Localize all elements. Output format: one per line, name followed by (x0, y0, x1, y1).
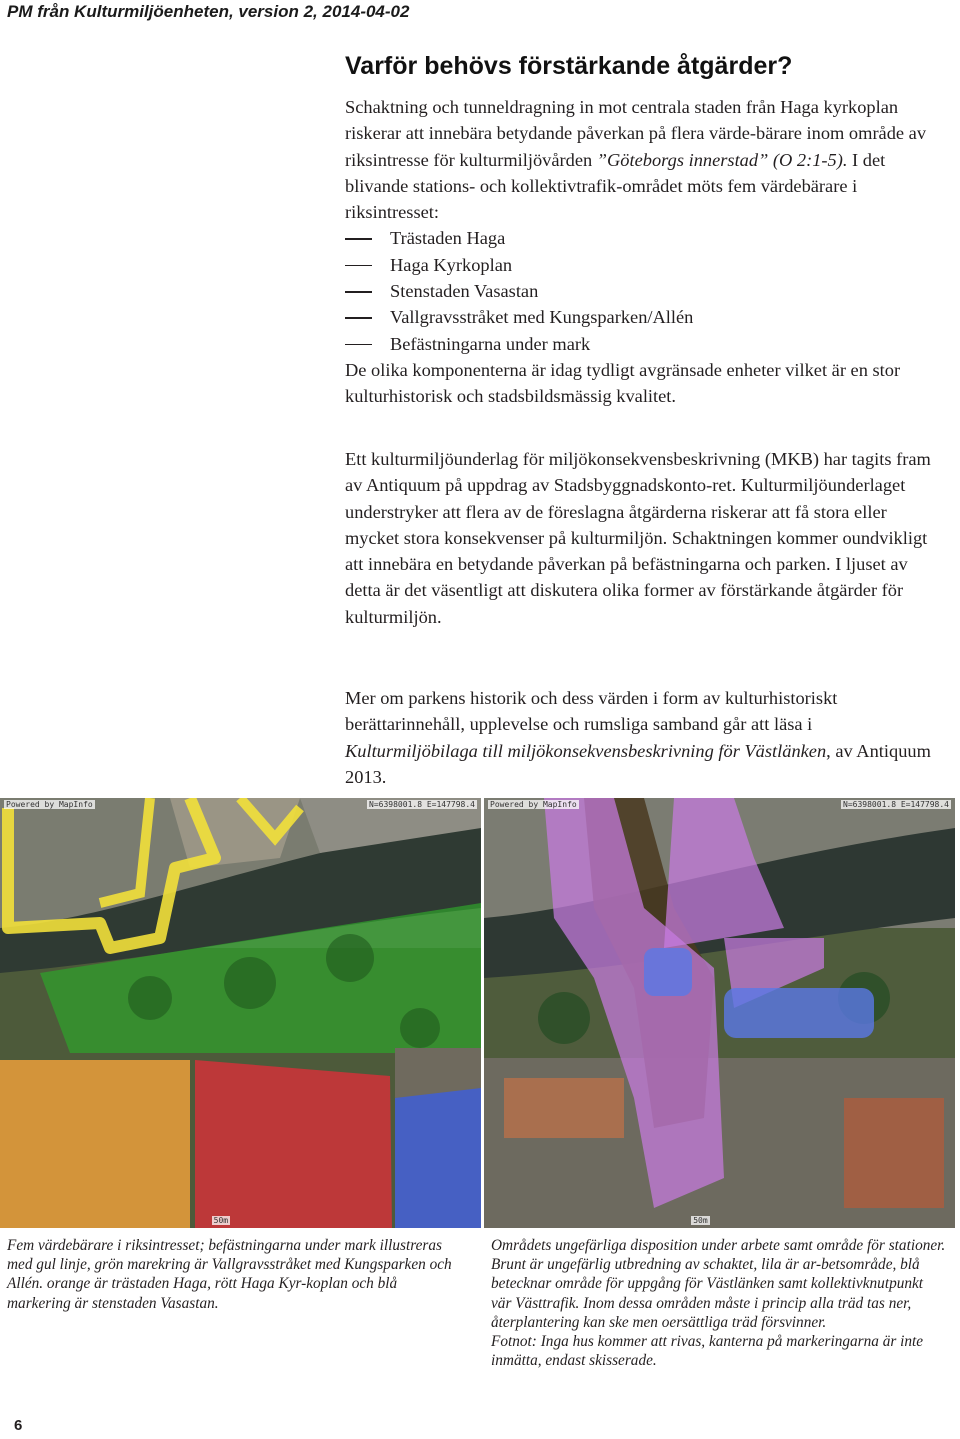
more-info-end: , av Antiquum 2013. (345, 740, 931, 787)
more-info-text: Mer om parkens historik och dess värden i form av kulturhistoriskt berättarinnehåll, upplevelse och rumsliga samband går att läsa i (345, 688, 838, 735)
aerial-map-value-carriers (0, 798, 481, 1228)
map-coordinates: N=6398001.8 E=147798.4 (843, 800, 949, 809)
intro-text: Schaktning och tunneldragning in mot centrala staden från Haga kyrkoplan riskerar att innebära betydande påverkan på flera värde-bärare inom område av riksintresse för kulturmiljövården (345, 97, 927, 170)
map-illustration (0, 798, 481, 1228)
map-provider-label: Powered by MapInfo (490, 800, 577, 809)
right-caption-footnote: Fotnot: Inga hus kommer att rivas, kanterna på markeringarna är inte inmätta, endast skisserade. (491, 1333, 924, 1370)
mkb-paragraph: Ett kulturmiljöunderlag för miljökonsekvensbeskrivning (MKB) har tagits fram av Antiquum på uppdrag av Stadsbyggnadskonto-ret. Kulturmiljöunderlaget understryker att flera av de föreslagna åtgärderna riskerar att få stora eller mycket stora konsekvenser på kulturmiljön. Schaktningen kommer oundvikligt att innebära en betydande påverkan på befästningarna och parken. I ljuset av detta är det väsentligt att diskutera olika former av förstärkande åtgärder för kulturmiljön. (345, 449, 931, 627)
list-item: Befästningarna under mark (345, 331, 935, 357)
list-item: Haga Kyrkoplan (345, 252, 935, 278)
right-caption-main: Områdets ungefärliga disposition under arbete samt område för stationer. Brunt är ungefärlig utbredning av schaktet, lila är ar-betsområde, blå betecknar område för uppgång för Västlänken samt kollektivknutpunkt vär Västtrafik. Inom dessa områden måste i princip alla träd tas ner, återplantering kan ske men oersättliga träd försvinner. (491, 1237, 946, 1331)
more-info-paragraph (345, 685, 935, 790)
map-scale: 50m (213, 1216, 229, 1225)
riksintresse-reference: ”Göteborgs innerstad” (O 2:1-5). (596, 149, 848, 170)
list-item: Stenstaden Vasastan (345, 278, 935, 304)
intro-paragraph (345, 94, 935, 410)
map-scale: 50m (693, 1216, 708, 1225)
intro-text-end: I det blivande stations- och kollektivtrafik-området möts fem värdebärare i riksintresset: (345, 149, 886, 223)
right-map-caption (491, 1236, 947, 1370)
list-item: Trästaden Haga (345, 225, 935, 251)
running-header: PM från Kulturmiljöenheten, version 2, 2014-04-02 (7, 2, 410, 21)
list-item: Vallgravsstråket med Kungsparken/Allén (345, 304, 935, 330)
map-illustration (484, 798, 955, 1228)
aerial-map-work-areas (484, 798, 955, 1228)
section-title: Varför behövs förstärkande åtgärder? (345, 52, 793, 80)
appendix-reference: Kulturmiljöbilaga till miljökonsekvensbeskrivning för Västlänken (345, 740, 827, 761)
map-coordinates: N=6398001.8 E=147798.4 (369, 800, 475, 809)
components-paragraph: De olika komponenterna är idag tydligt avgränsade enheter vilket är en stor kulturhistorisk och stadsbildsmässig kvalitet. (345, 359, 901, 407)
page-number: 6 (14, 1417, 23, 1434)
map-provider-label: Powered by MapInfo (6, 800, 93, 809)
value-carriers-list (345, 225, 935, 356)
left-map-caption: Fem värdebärare i riksintresset; befästningarna under mark illustreras med gul linje, grön marekring är Vallgravsstråket med Kungsparken och Allén. orange är trästaden Haga, rött Haga Kyr-koplan och blå markering är stenstaden Vasastan. (7, 1237, 452, 1312)
